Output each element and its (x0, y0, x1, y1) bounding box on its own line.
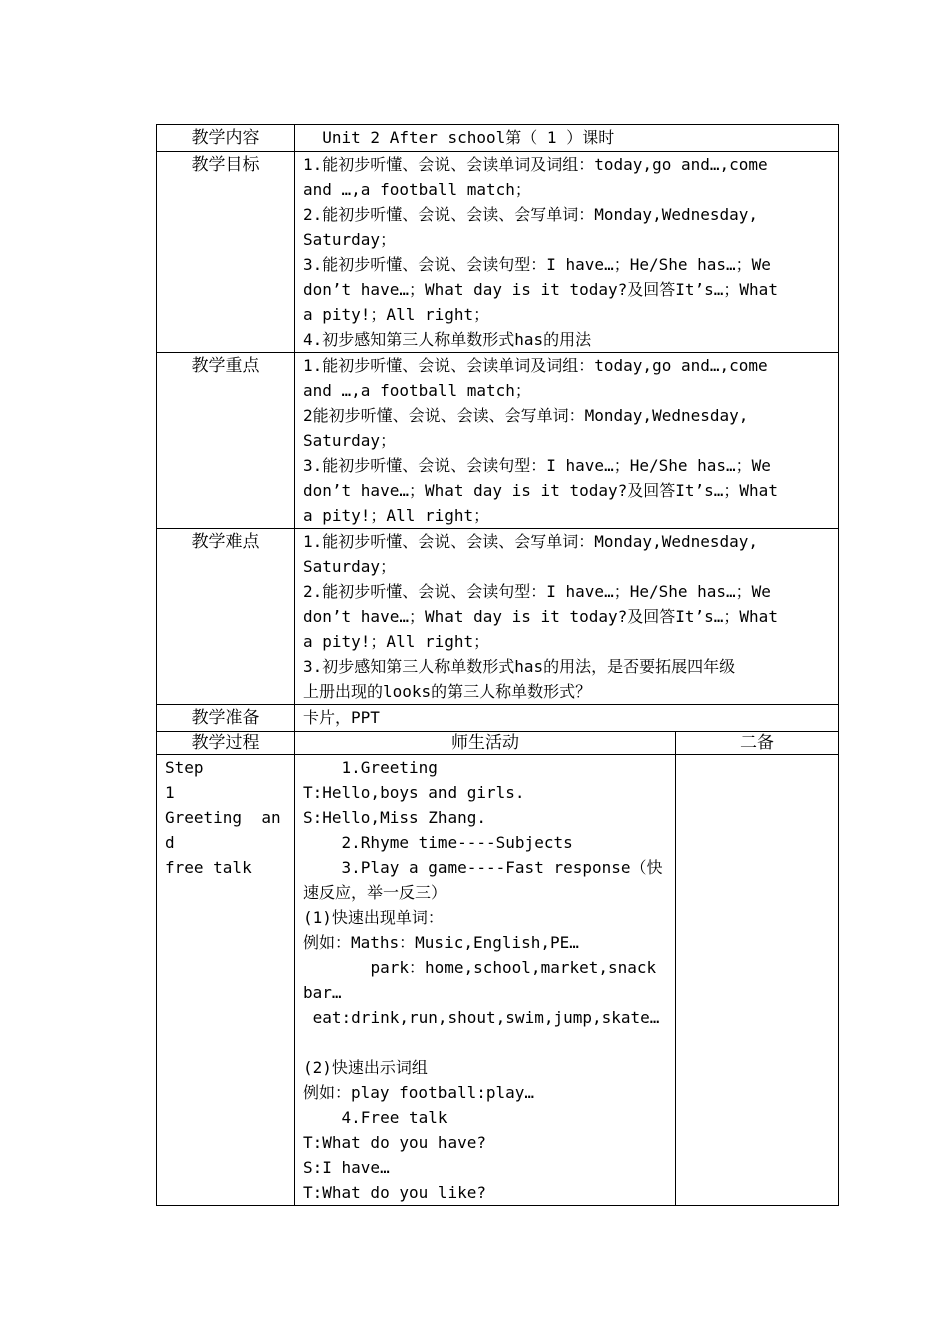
row-preparation (157, 705, 839, 732)
difficulty-line: don’t have…；What day is it today?及回答It’s…；What (303, 607, 778, 626)
activity-line: 例如：play football:play… (303, 1083, 535, 1102)
activity-line: 1.Greeting (303, 758, 438, 777)
difficulty-line: Saturday； (303, 557, 397, 576)
activity-line: S:I have… (303, 1158, 390, 1177)
activity-line: T:What do you have? (303, 1133, 487, 1152)
difficulty-line: 上册出现的looks的第三人称单数形式？ (303, 682, 592, 701)
activity-line: 速反应，举一反三） (303, 883, 448, 902)
content-text: Unit 2 After school第（ 1 ）课时 (303, 128, 615, 147)
activity-line: T:Hello,boys and girls. (303, 783, 525, 802)
key-point-line: 2能初步听懂、会说、会读、会写单词：Monday,Wednesday, (303, 406, 749, 425)
key-point-line: 3.能初步听懂、会说、会读句型：I have…；He/She has…；We (303, 456, 771, 475)
header-activities: 师生活动 (295, 732, 676, 755)
activity-line: T:What do you like? (303, 1183, 487, 1202)
row-process-header (157, 732, 839, 755)
objective-line: 4.初步感知第三人称单数形式has的用法 (303, 330, 592, 349)
row-step-1 (157, 755, 839, 1206)
difficulty-line: a pity!；All right； (303, 632, 490, 651)
key-point-line: don’t have…；What day is it today?及回答It’s…；What (303, 481, 778, 500)
row-key-points (157, 353, 839, 529)
key-point-line: and …,a football match； (303, 381, 531, 400)
objective-line: Saturday； (303, 230, 397, 249)
step-1-notes (676, 755, 839, 1206)
activity-line: S:Hello,Miss Zhang. (303, 808, 487, 827)
value-content (295, 125, 839, 152)
row-objectives (157, 152, 839, 353)
value-objectives (295, 152, 839, 353)
activity-line: 3.Play a game----Fast response（快 (303, 858, 663, 877)
step-label-line: free talk (165, 858, 252, 877)
objective-line: and …,a football match； (303, 180, 531, 199)
header-process: 教学过程 (157, 732, 295, 755)
value-difficulties (295, 529, 839, 705)
label-objectives: 教学目标 (157, 152, 295, 353)
activity-line: 2.Rhyme time----Subjects (303, 833, 573, 852)
activity-line: (1)快速出现单词： (303, 908, 444, 927)
label-content: 教学内容 (157, 125, 295, 152)
activity-line: (2)快速出示词组 (303, 1058, 428, 1077)
objective-line: a pity!；All right； (303, 305, 490, 324)
step-1-label (157, 755, 295, 1206)
preparation-text: 卡片，PPT (303, 708, 380, 727)
lesson-plan-table (156, 124, 839, 1206)
step-label-line: Step 1 (165, 758, 281, 802)
key-point-line: a pity!；All right； (303, 506, 490, 525)
activity-line: eat:drink,run,shout,swim,jump,skate… (303, 1008, 660, 1027)
value-preparation (295, 705, 839, 732)
activity-line: bar… (303, 983, 342, 1002)
activity-line (303, 1030, 669, 1055)
key-point-line: 1.能初步听懂、会说、会读单词及词组：today,go and…,come (303, 356, 768, 375)
difficulty-line: 2.能初步听懂、会说、会读句型：I have…；He/She has…；We (303, 582, 771, 601)
difficulty-line: 1.能初步听懂、会说、会读、会写单词：Monday,Wednesday, (303, 532, 759, 551)
objective-line: don’t have…；What day is it today?及回答It’s…；What (303, 280, 778, 299)
row-content (157, 125, 839, 152)
objective-line: 3.能初步听懂、会说、会读句型：I have…；He/She has…；We (303, 255, 771, 274)
label-difficulties: 教学难点 (157, 529, 295, 705)
key-point-line: Saturday； (303, 431, 397, 450)
objective-line: 2.能初步听懂、会说、会读、会写单词：Monday,Wednesday, (303, 205, 759, 224)
step-label-line: Greeting and (165, 808, 281, 852)
label-key-points: 教学重点 (157, 353, 295, 529)
activity-line: 4.Free talk (303, 1108, 448, 1127)
step-1-activities (295, 755, 676, 1206)
header-second-prep: 二备 (676, 732, 839, 755)
activity-line: park：home,school,market,snack (303, 958, 657, 977)
label-preparation: 教学准备 (157, 705, 295, 732)
row-difficulties (157, 529, 839, 705)
activity-line: 例如：Maths：Music,English,PE… (303, 933, 579, 952)
value-key-points (295, 353, 839, 529)
objective-line: 1.能初步听懂、会说、会读单词及词组：today,go and…,come (303, 155, 768, 174)
difficulty-line: 3.初步感知第三人称单数形式has的用法，是否要拓展四年级 (303, 657, 736, 676)
